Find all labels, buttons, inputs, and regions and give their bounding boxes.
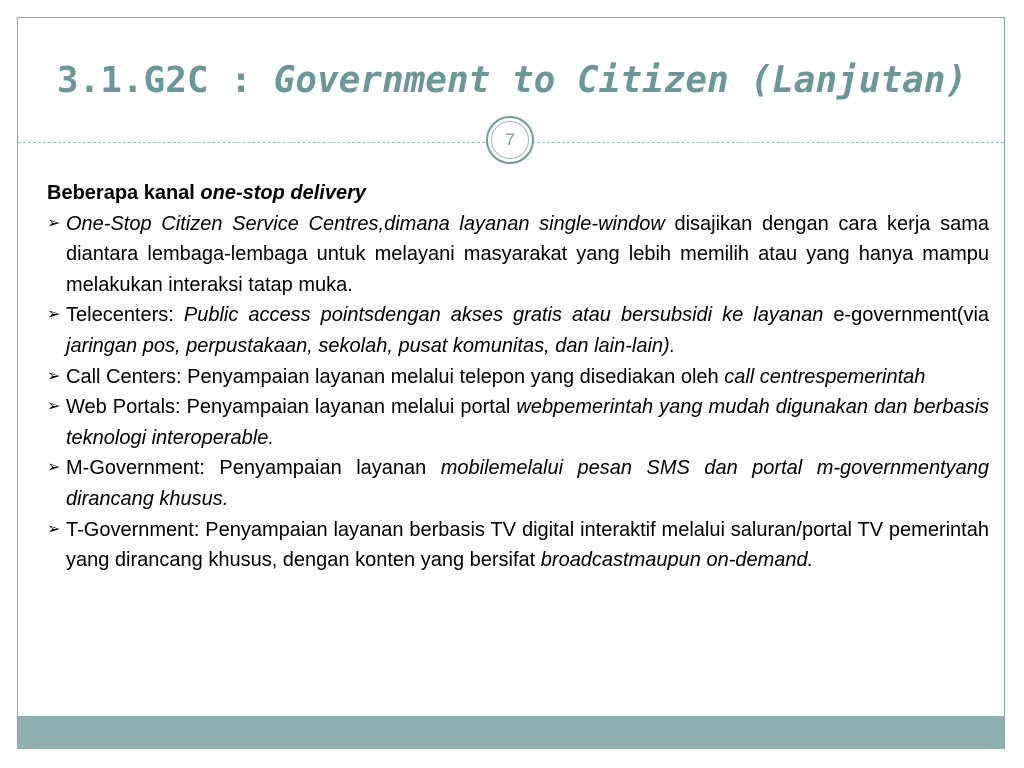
arrowhead-bullet-icon: ➢ xyxy=(47,214,61,232)
bullet-text-italic: Public access pointsdengan akses gratis atau bersubsidi ke layanan xyxy=(183,304,824,327)
arrowhead-bullet-icon: ➢ xyxy=(47,367,61,385)
footer-band xyxy=(18,716,1004,749)
slide-body xyxy=(47,178,989,576)
body-heading xyxy=(47,178,989,209)
bullet-text: disajikan dengan cara kerja sama diantara lembaga-lembaga untuk melayani masyarakat yang lebih memilih atau yang hanya mampu melakukan interaksi tatap muka. xyxy=(66,212,989,296)
slide-title-prefix: 3.1.G2C : xyxy=(56,60,274,101)
bullet-item xyxy=(47,392,989,453)
page-number: 7 xyxy=(505,130,515,149)
bullet-text-italic: jaringan pos, perpustakaan, sekolah, pusat komunitas, dan lain-lain). xyxy=(66,334,676,357)
slide-title-italic: Government to Citizen (Lanjutan) xyxy=(273,60,968,101)
heading-text: Beberapa kanal xyxy=(47,182,201,204)
bullet-text-italic: mobilemelalui pesan SMS dan portal m-governmentyang dirancang khusus. xyxy=(66,457,989,510)
heading-italic: one-stop delivery xyxy=(200,182,367,204)
bullet-text: T-Government: Penyampaian layanan berbasis TV digital interaktif melalui saluran/portal TV pemerintah yang dirancang khusus, dengan konten yang bersifat xyxy=(66,518,989,572)
bullet-text-italic: webpemerintah yang mudah digunakan dan berbasis teknologi interoperable. xyxy=(66,396,990,449)
bullet-text-italic: One-Stop Citizen Service Centres,dimana layanan single-window xyxy=(66,212,665,235)
bullet-text: Telecenters: xyxy=(66,304,184,327)
bullet-text-italic: broadcastmaupun on-demand. xyxy=(540,549,814,572)
bullet-list xyxy=(47,209,989,576)
bullet-item xyxy=(47,453,989,514)
arrowhead-bullet-icon: ➢ xyxy=(47,398,61,416)
bullet-item xyxy=(47,209,989,301)
slide-title xyxy=(0,55,1024,107)
bullet-text: Web Portals: Penyampaian layanan melalui portal xyxy=(66,396,517,419)
bullet-item xyxy=(47,362,989,393)
bullet-text-italic: call centrespemerintah xyxy=(724,365,926,388)
bullet-text: M-Government: Penyampaian layanan xyxy=(66,457,441,480)
arrowhead-bullet-icon: ➢ xyxy=(47,306,61,324)
bullet-text: Call Centers: Penyampaian layanan melalui telepon yang disediakan oleh xyxy=(66,365,725,388)
arrowhead-bullet-icon: ➢ xyxy=(47,459,61,477)
page-number-badge xyxy=(486,116,534,164)
bullet-item xyxy=(47,515,989,576)
bullet-text: e-government(via xyxy=(823,304,990,327)
arrowhead-bullet-icon: ➢ xyxy=(47,520,61,538)
bullet-item xyxy=(47,300,989,361)
